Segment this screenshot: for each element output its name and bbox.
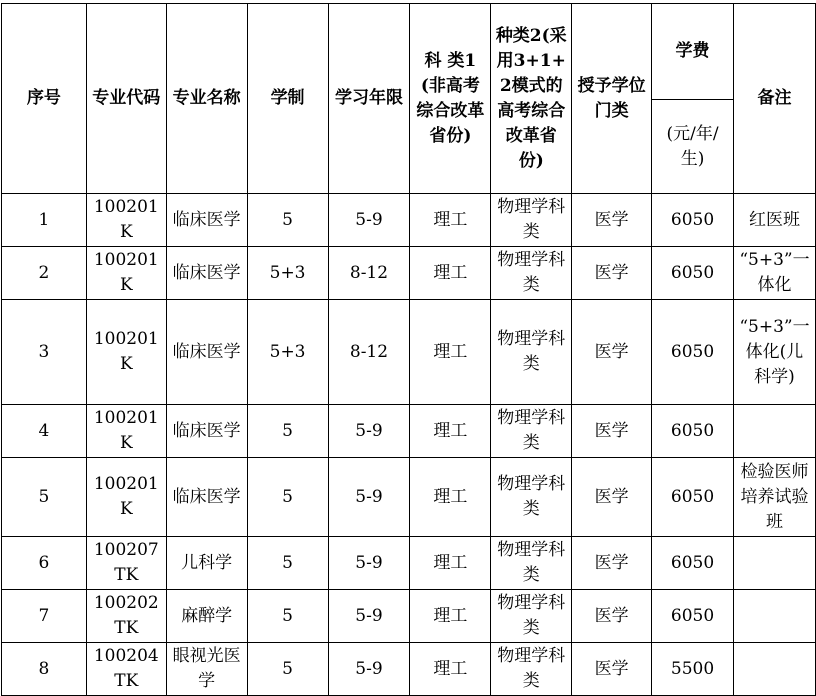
cell-degree: 医学 xyxy=(572,458,652,537)
header-category1: 科 类1(非高考综合改革省份) xyxy=(410,4,491,194)
header-years: 学习年限 xyxy=(328,4,410,194)
cell-seq: 5 xyxy=(2,458,87,537)
cell-cat1: 理工 xyxy=(410,194,491,247)
cell-length: 5 xyxy=(247,458,328,537)
cell-seq: 6 xyxy=(2,537,87,590)
cell-name: 临床医学 xyxy=(166,247,247,300)
cell-cat1: 理工 xyxy=(410,405,491,458)
table-row xyxy=(2,247,816,300)
cell-degree: 医学 xyxy=(572,590,652,643)
cell-degree: 医学 xyxy=(572,405,652,458)
cell-cat2: 物理学科类 xyxy=(491,590,572,643)
cell-degree: 医学 xyxy=(572,194,652,247)
cell-name: 儿科学 xyxy=(166,537,247,590)
cell-note xyxy=(734,643,816,696)
table-row xyxy=(2,537,816,590)
table-row xyxy=(2,194,816,247)
cell-note: “5+3”一体化(儿科学) xyxy=(734,300,816,405)
cell-seq: 4 xyxy=(2,405,87,458)
table-row xyxy=(2,458,816,537)
cell-years: 5-9 xyxy=(328,458,410,537)
table-row xyxy=(2,643,816,696)
cell-cat2: 物理学科类 xyxy=(491,300,572,405)
cell-years: 5-9 xyxy=(328,405,410,458)
cell-cat1: 理工 xyxy=(410,643,491,696)
cell-seq: 7 xyxy=(2,590,87,643)
cell-cat2: 物理学科类 xyxy=(491,194,572,247)
cell-fee: 6050 xyxy=(652,247,734,300)
header-code: 专业代码 xyxy=(86,4,166,194)
cell-seq: 3 xyxy=(2,300,87,405)
cell-cat2: 物理学科类 xyxy=(491,537,572,590)
cell-years: 5-9 xyxy=(328,643,410,696)
cell-code: 100201K xyxy=(86,300,166,405)
cell-seq: 8 xyxy=(2,643,87,696)
header-degree: 授予学位门类 xyxy=(572,4,652,194)
cell-name: 眼视光医学 xyxy=(166,643,247,696)
cell-cat1: 理工 xyxy=(410,300,491,405)
cell-note: 检验医师培养试验班 xyxy=(734,458,816,537)
cell-years: 5-9 xyxy=(328,194,410,247)
cell-length: 5+3 xyxy=(247,247,328,300)
cell-length: 5 xyxy=(247,590,328,643)
table-row xyxy=(2,300,816,405)
cell-fee: 6050 xyxy=(652,458,734,537)
cell-code: 100204TK xyxy=(86,643,166,696)
cell-degree: 医学 xyxy=(572,643,652,696)
cell-cat1: 理工 xyxy=(410,247,491,300)
cell-fee: 6050 xyxy=(652,194,734,247)
admissions-table xyxy=(1,3,816,696)
cell-years: 5-9 xyxy=(328,590,410,643)
cell-length: 5 xyxy=(247,405,328,458)
cell-name: 临床医学 xyxy=(166,405,247,458)
table-row xyxy=(2,590,816,643)
cell-note xyxy=(734,590,816,643)
cell-name: 临床医学 xyxy=(166,300,247,405)
header-fee: 学费 xyxy=(652,4,734,100)
cell-name: 临床医学 xyxy=(166,194,247,247)
cell-name: 临床医学 xyxy=(166,458,247,537)
cell-fee: 6050 xyxy=(652,300,734,405)
cell-code: 100201K xyxy=(86,405,166,458)
header-note: 备注 xyxy=(734,4,816,194)
cell-length: 5 xyxy=(247,537,328,590)
cell-cat1: 理工 xyxy=(410,458,491,537)
cell-degree: 医学 xyxy=(572,247,652,300)
cell-degree: 医学 xyxy=(572,537,652,590)
cell-code: 100201K xyxy=(86,194,166,247)
cell-length: 5 xyxy=(247,194,328,247)
cell-cat1: 理工 xyxy=(410,590,491,643)
cell-years: 8-12 xyxy=(328,300,410,405)
cell-cat1: 理工 xyxy=(410,537,491,590)
cell-fee: 6050 xyxy=(652,405,734,458)
header-name: 专业名称 xyxy=(166,4,247,194)
cell-degree: 医学 xyxy=(572,300,652,405)
cell-note xyxy=(734,405,816,458)
cell-length: 5 xyxy=(247,643,328,696)
cell-cat2: 物理学科类 xyxy=(491,458,572,537)
cell-code: 100201K xyxy=(86,247,166,300)
header-seq: 序号 xyxy=(2,4,87,194)
table-row xyxy=(2,405,816,458)
cell-code: 100201K xyxy=(86,458,166,537)
cell-name: 麻醉学 xyxy=(166,590,247,643)
header-fee-unit: (元/年/生) xyxy=(652,100,734,194)
cell-note: “5+3”一体化 xyxy=(734,247,816,300)
cell-code: 100207TK xyxy=(86,537,166,590)
header-category2: 种类2(采用3+1+2模式的高考综合改革省份) xyxy=(491,4,572,194)
cell-fee: 5500 xyxy=(652,643,734,696)
header-length: 学制 xyxy=(247,4,328,194)
cell-code: 100202TK xyxy=(86,590,166,643)
cell-fee: 6050 xyxy=(652,590,734,643)
cell-years: 5-9 xyxy=(328,537,410,590)
cell-fee: 6050 xyxy=(652,537,734,590)
cell-cat2: 物理学科类 xyxy=(491,405,572,458)
cell-years: 8-12 xyxy=(328,247,410,300)
cell-cat2: 物理学科类 xyxy=(491,643,572,696)
cell-cat2: 物理学科类 xyxy=(491,247,572,300)
cell-seq: 1 xyxy=(2,194,87,247)
cell-seq: 2 xyxy=(2,247,87,300)
cell-length: 5+3 xyxy=(247,300,328,405)
cell-note xyxy=(734,537,816,590)
cell-note: 红医班 xyxy=(734,194,816,247)
